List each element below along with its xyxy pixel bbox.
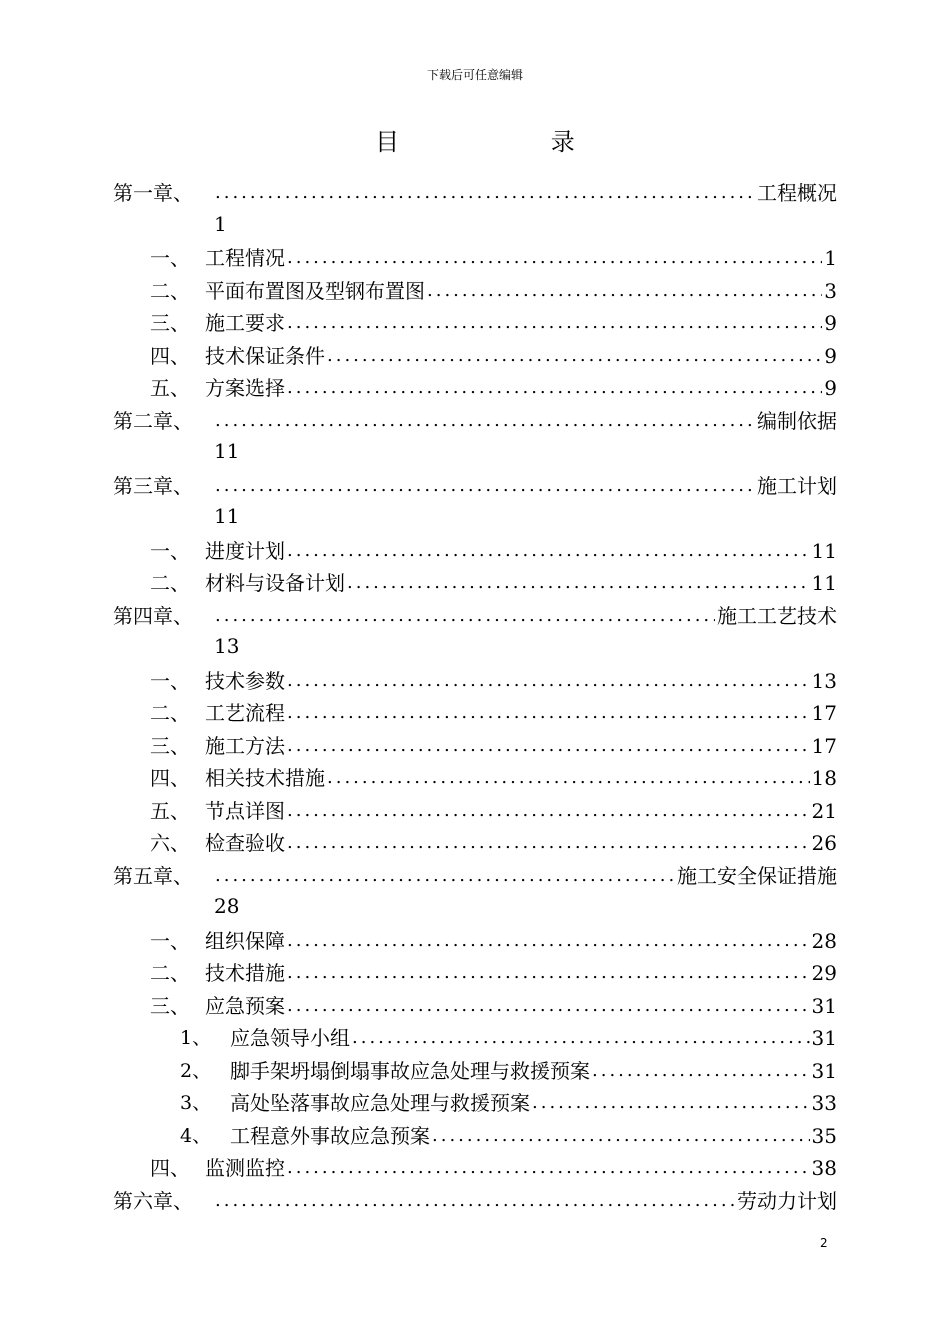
toc-dot-leader	[215, 408, 755, 434]
toc-entry-number: 三、	[150, 993, 190, 1018]
toc-entry-page: 13	[811, 668, 837, 693]
toc-dot-leader	[215, 473, 755, 499]
toc-entry-label: 技术措施	[205, 961, 285, 985]
toc-dot-leader	[352, 1025, 810, 1051]
page-header: 下载后可任意编辑	[426, 68, 523, 82]
toc-entry-page: 9	[824, 343, 837, 368]
toc-title: 目 录	[375, 128, 647, 156]
toc-entry-number: 第五章、	[113, 863, 193, 888]
toc-entry-page: 33	[811, 1091, 837, 1115]
toc-entry-label: 高处坠落事故应急处理与救援预案	[230, 1091, 530, 1115]
toc-dot-leader	[215, 603, 715, 629]
toc-dot-leader	[215, 180, 755, 206]
toc-dot-leader	[287, 668, 810, 694]
toc-dot-leader	[287, 700, 810, 726]
toc-entry-page: 11	[214, 439, 240, 463]
toc-entry-page: 31	[811, 1058, 837, 1083]
toc-entry-label: 技术保证条件	[205, 343, 325, 368]
toc-entry-label: 平面布置图及型钢布置图	[205, 278, 425, 303]
toc-entry-page: 13	[214, 634, 240, 658]
toc-entry-page: 1	[214, 211, 227, 236]
toc-entry-page: 21	[811, 798, 837, 823]
toc-entry-page: 9	[824, 376, 837, 400]
toc-entry[interactable]	[113, 861, 837, 889]
toc-entry[interactable]	[113, 178, 837, 206]
toc-entry-page: 31	[811, 993, 837, 1018]
toc-entry-label: 施工安全保证措施	[677, 863, 837, 888]
toc-entry-label: 应急领导小组	[230, 1026, 350, 1050]
toc-dot-leader	[287, 960, 810, 986]
toc-entry-number: 第四章、	[113, 603, 193, 628]
toc-entry-number: 第六章、	[113, 1188, 193, 1213]
toc-entry-label: 施工工艺技术	[717, 603, 837, 628]
toc-entry-label: 应急预案	[205, 993, 285, 1018]
toc-entry[interactable]	[150, 763, 837, 791]
toc-entry-label: 劳动力计划	[737, 1188, 837, 1213]
toc-dot-leader	[287, 993, 810, 1019]
toc-entry[interactable]	[150, 958, 837, 986]
toc-entry[interactable]	[150, 1153, 837, 1181]
toc-dot-leader	[592, 1058, 810, 1084]
toc-entry-page: 18	[811, 766, 837, 790]
toc-entry[interactable]	[150, 828, 837, 856]
toc-dot-leader	[287, 310, 822, 336]
toc-entry-page: 3	[824, 278, 837, 303]
toc-entry-number: 第二章、	[113, 408, 193, 433]
toc-entry-page: 26	[811, 831, 837, 855]
toc-dot-leader	[287, 928, 810, 954]
toc-entry-page: 38	[811, 1156, 837, 1180]
toc-entry[interactable]	[180, 1121, 837, 1149]
toc-entry[interactable]	[150, 796, 837, 824]
toc-entry-page: 28	[214, 894, 240, 918]
toc-entry-label: 监测监控	[205, 1156, 285, 1180]
toc-entry-number: 四、	[150, 343, 190, 368]
toc-entry[interactable]	[150, 536, 837, 564]
toc-entry-page: 9	[824, 311, 837, 335]
toc-entry-page: 11	[811, 538, 837, 563]
toc-entry-number: 五、	[150, 376, 190, 400]
toc-dot-leader	[287, 245, 822, 271]
toc-entry-number: 4、	[180, 1124, 212, 1147]
toc-dot-leader	[287, 798, 810, 824]
toc-dot-leader	[432, 1123, 810, 1149]
toc-entry[interactable]	[113, 406, 837, 434]
toc-entry-label: 工程概况	[757, 181, 837, 205]
toc-entry-number: 五、	[150, 798, 190, 823]
toc-entry-page: 29	[811, 961, 837, 985]
toc-entry-number: 第三章、	[113, 473, 193, 498]
toc-entry-label: 技术参数	[205, 668, 285, 693]
toc-entry-number: 一、	[150, 668, 190, 693]
toc-dot-leader	[287, 1155, 810, 1181]
toc-entry-label: 方案选择	[205, 376, 285, 400]
toc-dot-leader	[327, 343, 822, 369]
toc-dot-leader	[215, 863, 675, 889]
toc-entry-page: 1	[824, 246, 837, 270]
toc-entry[interactable]	[150, 568, 837, 596]
page-number: 2	[820, 1236, 828, 1250]
toc-dot-leader	[327, 765, 810, 791]
toc-entry[interactable]	[150, 698, 837, 726]
toc-entry-number: 四、	[150, 1156, 190, 1180]
toc-entry-label: 工程情况	[205, 246, 285, 270]
toc-dot-leader	[347, 570, 810, 596]
toc-entry-number: 一、	[150, 246, 190, 270]
toc-entry-number: 一、	[150, 538, 190, 563]
toc-entry-label: 材料与设备计划	[205, 571, 345, 595]
toc-dot-leader	[532, 1090, 810, 1116]
toc-dot-leader	[287, 733, 810, 759]
toc-entry-number: 一、	[150, 928, 190, 953]
toc-entry-number: 3、	[180, 1092, 212, 1114]
toc-dot-leader	[287, 375, 822, 401]
toc-entry[interactable]	[150, 243, 837, 271]
toc-entry[interactable]	[150, 991, 837, 1019]
toc-dot-leader	[427, 278, 822, 304]
toc-entry-page: 35	[811, 1123, 837, 1148]
toc-dot-leader	[287, 538, 810, 564]
toc-entry-label: 脚手架坍塌倒塌事故应急处理与救援预案	[230, 1058, 590, 1083]
toc-entry-label: 工程意外事故应急预案	[230, 1123, 430, 1148]
toc-entry[interactable]	[113, 471, 837, 499]
toc-entry-page: 17	[811, 701, 837, 725]
toc-entry-label: 工艺流程	[205, 701, 285, 725]
toc-entry-number: 三、	[150, 311, 190, 335]
toc-entry-number: 四、	[150, 766, 190, 790]
toc-entry-label: 编制依据	[757, 408, 837, 433]
toc-entry-number: 二、	[150, 961, 190, 985]
toc-entry-page: 31	[811, 1026, 837, 1050]
toc-entry[interactable]	[150, 276, 837, 304]
toc-entry[interactable]	[150, 341, 837, 369]
toc-entry-number: 六、	[150, 831, 190, 855]
toc-entry-page: 11	[811, 571, 837, 595]
toc-entry-page: 11	[214, 504, 240, 528]
toc-entry-label: 进度计划	[205, 538, 285, 563]
toc-entry[interactable]	[150, 308, 837, 336]
toc-entry-number: 2、	[180, 1059, 212, 1082]
toc-entry[interactable]	[150, 731, 837, 759]
toc-entry[interactable]	[150, 373, 837, 401]
toc-entry-label: 检查验收	[205, 831, 285, 855]
toc-entry[interactable]	[180, 1088, 837, 1116]
toc-entry-label: 组织保障	[205, 928, 285, 953]
toc-entry[interactable]	[150, 666, 837, 694]
toc-entry-label: 相关技术措施	[205, 766, 325, 790]
toc-entry[interactable]	[113, 1186, 837, 1214]
toc-entry-number: 二、	[150, 701, 190, 725]
toc-entry-number: 二、	[150, 278, 190, 303]
toc-entry[interactable]	[180, 1023, 837, 1051]
toc-entry-number: 1、	[180, 1027, 212, 1049]
toc-entry-number: 二、	[150, 571, 190, 595]
toc-entry[interactable]	[113, 601, 837, 629]
toc-entry-label: 施工要求	[205, 311, 285, 335]
toc-entry[interactable]	[180, 1056, 837, 1084]
toc-dot-leader	[215, 1188, 735, 1214]
toc-entry-page: 28	[811, 928, 837, 953]
toc-entry[interactable]	[150, 926, 837, 954]
toc-entry-label: 施工计划	[757, 473, 837, 498]
toc-entry-number: 第一章、	[113, 181, 193, 205]
toc-entry-number: 三、	[150, 733, 190, 758]
toc-entry-label: 施工方法	[205, 733, 285, 758]
toc-entry-page: 17	[811, 733, 837, 758]
toc-dot-leader	[287, 830, 810, 856]
toc-entry-label: 节点详图	[205, 798, 285, 823]
